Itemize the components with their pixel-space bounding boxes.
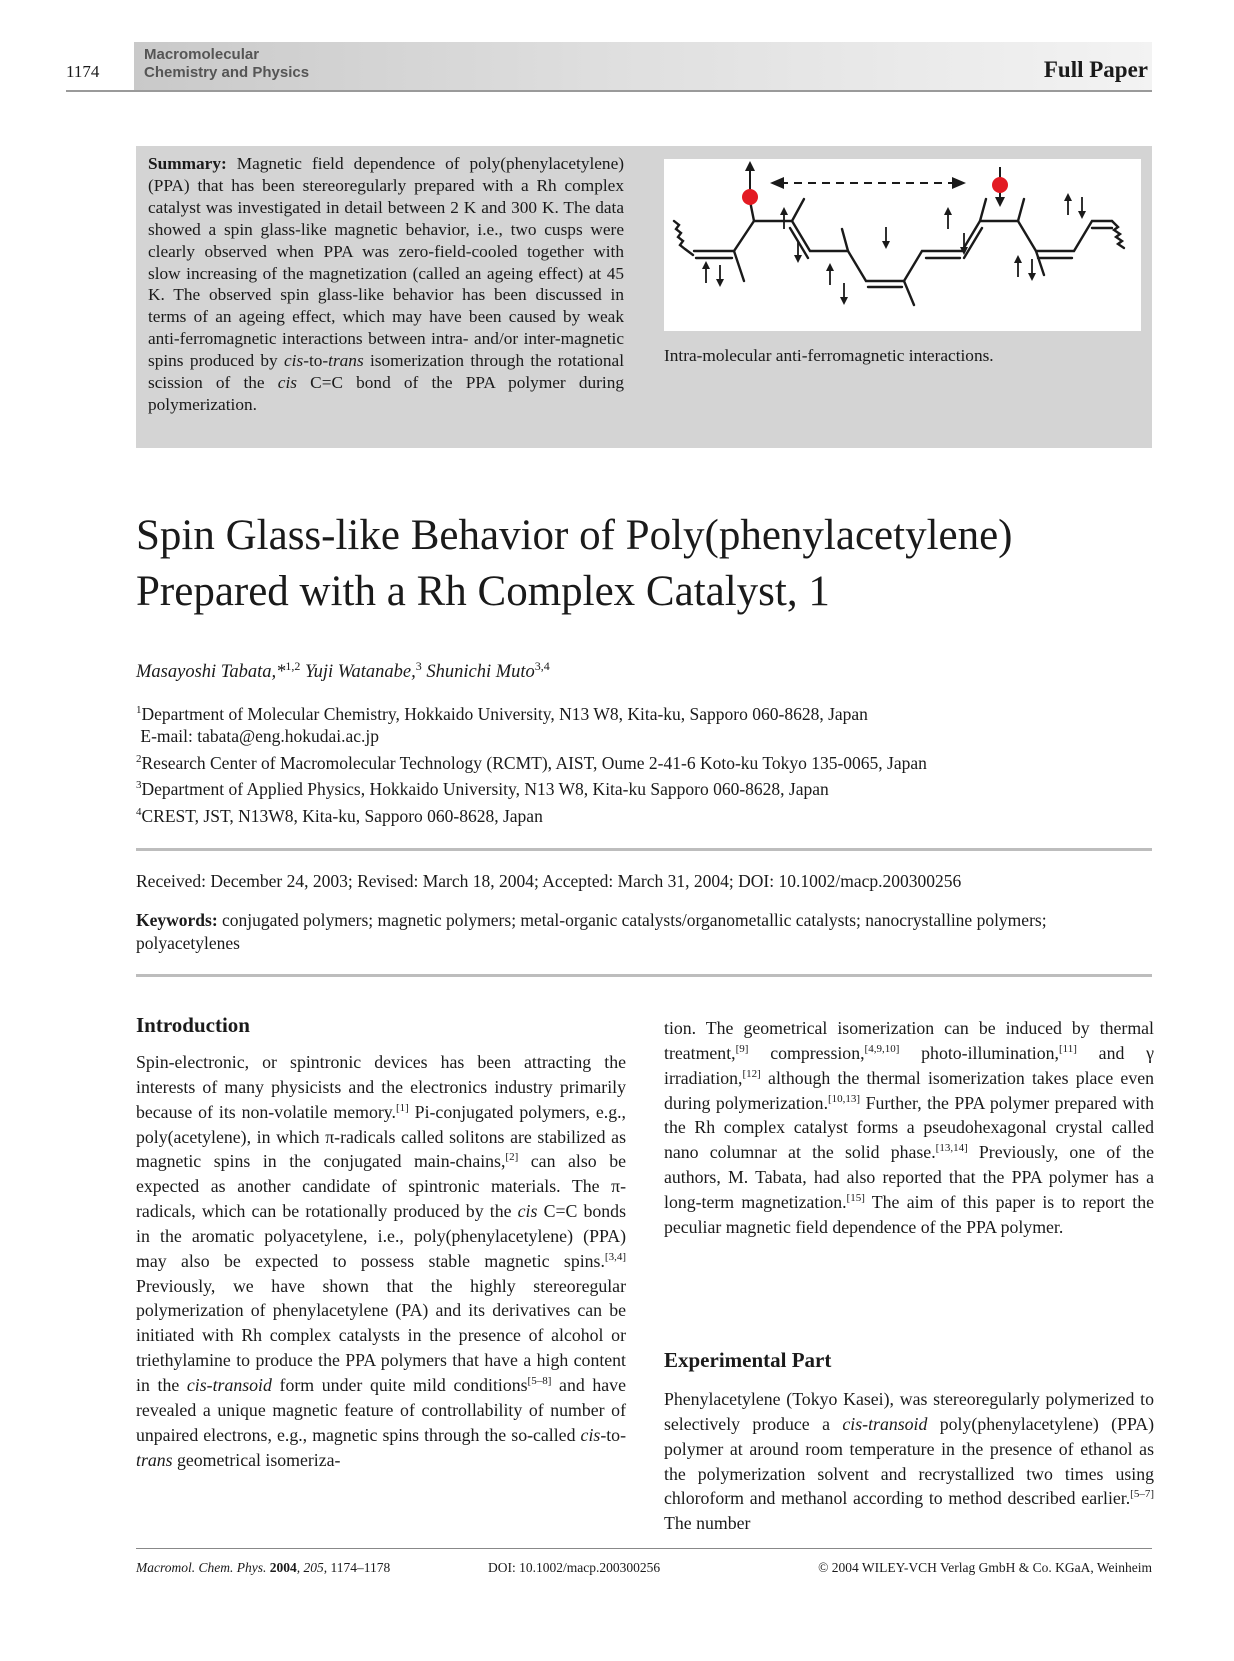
arrow-head-left <box>770 177 784 189</box>
summary-cis2: cis <box>277 373 297 393</box>
figure-caption: Intra-molecular anti-ferromagnetic interactions. <box>664 346 994 365</box>
summary-to: -to- <box>303 351 329 371</box>
footer-doi: DOI: 10.1002/macp.200300256 <box>488 1560 661 1575</box>
keywords-list: conjugated polymers; magnetic polymers; metal-organic catalysts/organometallic catalysts; nanocrystalline polymers; polyacetylenes <box>136 910 1047 953</box>
author-3-sup: 3,4 <box>534 659 550 673</box>
affiliation-3: $^3$Department of Applied Physics, Hokkaido University, N13 W8, Kita-ku Sapporo 060-8628, Japan <box>136 779 829 800</box>
side-branch-5 <box>904 281 914 305</box>
figure-panel <box>664 159 1141 331</box>
affiliation-email: E-mail: tabata@eng.hokudai.ac.jp <box>140 726 380 747</box>
side-branch-6 <box>980 199 986 221</box>
summary-body3: C=C bond of the PPA polymer during polymerization. <box>148 373 624 414</box>
summary-body: Magnetic field dependence of poly(phenylacetylene) (PPA) that has been stereoregularly prepared with a Rh complex catalyst was investigated in detail between 2 K and 300 K. The data showed a spin glass-like magnetic behavior, i.e., two cusps were clearly observed when PPA was zero-field-cooled together with slow increasing of the magnetization (called an ageing effect) at 45 K. The observed spin glass-like behavior has been discussed in terms of an ageing effect, which may have been caused by weak anti-ferromagnetic interactions between intra- and/or inter-magnetic spins produced by <box>148 154 624 371</box>
experimental-text: Phenylacetylene (Tokyo Kasei), was stereoregularly polymerized to selectively produce a cis-transoid poly(phenylacetylene) (PPA) polymer at around room temperature in the presence of ethanol as the polymerization solvent and recrystallized two times using chloroform and methanol according to method described earlier.[5–7] The number <box>664 1389 1154 1534</box>
section-label: Full Paper <box>1043 57 1148 82</box>
author-1: Masayoshi Tabata,* <box>136 662 286 683</box>
page-number: 1174 <box>66 62 100 81</box>
keywords-label: Keywords: <box>136 910 218 930</box>
footer-copyright: © 2004 WILEY-VCH Verlag GmbH & Co. KGaA, Weinheim <box>818 1560 1152 1575</box>
summary-label: Summary: <box>148 154 227 173</box>
footer-rule <box>136 1548 1152 1549</box>
journal-name-line1: Macromolecular <box>144 46 260 63</box>
chain-end-right <box>1112 221 1124 248</box>
journal-name <box>144 46 309 82</box>
polymer-backbone <box>694 221 1112 281</box>
journal-name-line2: Chemistry and Physics <box>144 64 310 81</box>
author-list <box>136 659 550 683</box>
summary-cis: cis <box>283 351 304 371</box>
author-3: Shunichi Muto <box>421 662 535 683</box>
received-dates: Received: December 24, 2003; Revised: March 18, 2004; Accepted: March 31, 2004; DOI: 10.1002/macp.200300256 <box>136 871 962 891</box>
summary-text <box>148 153 624 416</box>
spin-arrowhead-2 <box>995 197 1005 207</box>
divider-bottom <box>136 974 1152 977</box>
polymer-chain-diagram <box>664 159 1141 331</box>
side-branch-7 <box>1018 199 1024 221</box>
header-rule <box>66 90 152 92</box>
side-branch-3 <box>792 199 804 221</box>
author-1-sup: 1,2 <box>285 659 301 673</box>
keywords <box>136 909 1152 955</box>
chain-end-left <box>674 221 693 255</box>
spin-red-2 <box>992 177 1008 193</box>
side-branch-8 <box>1036 251 1044 275</box>
introduction-text: Spin-electronic, or spintronic devices has been attracting the interests of many physicists and the electronics industry primarily because of its non-volatile memory.[1] Pi-conjugated polymers, e.g., poly(acetylene), in which π-radicals called solitons are stabilized as magnetic spins in the conjugated main-chains,[2] can also be expected as another candidate of spintronic materials. The π-radicals, which can be rotationally produced by the cis C=C bonds in the aromatic polyacetylene, i.e., poly(phenylacetylene) (PPA) may also be expected to possess stable magnetic spins.[3,4] Previously, we have shown that the highly stereoregular polymerization of phenylacetylene (PA) and its derivatives can be initiated with Rh complex catalysts in the presence of alcohol or triethylamine to produce the PPA polymers that have a high content in the cis-transoid form under quite mild conditions[5–8] and have revealed a unique magnetic feature of controllability of number of unpaired electrons, e.g., magnetic spins through the so-called cis-to-trans geometrical isomeriza- <box>136 1052 626 1470</box>
spin-arrowhead-1 <box>745 161 755 171</box>
summary-trans: trans <box>328 351 364 371</box>
article-title <box>136 508 1136 620</box>
affiliations <box>136 699 927 827</box>
heading-introduction: Introduction <box>136 1013 250 1037</box>
arrow-head-right <box>952 177 966 189</box>
side-branch-1 <box>734 251 744 281</box>
author-2: Yuji Watanabe, <box>300 662 416 683</box>
summary-body2: isomerization through the rotational scission of the <box>148 351 624 393</box>
spin-red-1 <box>742 189 758 205</box>
affiliation-4: $^4$CREST, JST, N13W8, Kita-ku, Sapporo 060-8628, Japan <box>136 805 543 826</box>
introduction-continued: tion. The geometrical isomerization can be induced by thermal treatment,[9] compression,[4,9,10] photo-illumination,[11] and γ irradiation,[12] although the thermal isomerization takes place even during polymerization.[10,13] Further, the PPA polymer prepared with the Rh complex catalyst forms a pseudohexagonal crystal called nano columnar at the solid phase.[13,14] Previously, one of the authors, M. Tabata, had also reported that the PPA polymer has a long-term magnetization.[15] The aim of this paper is to report the peculiar magnetic field dependence of the PPA polymer. <box>664 1018 1154 1237</box>
title-line2: Prepared with a Rh Complex Catalyst, 1 <box>136 568 830 615</box>
divider-top <box>136 848 1152 851</box>
affiliation-1: $^1$Department of Molecular Chemistry, Hokkaido University, N13 W8, Kita-ku, Sapporo 060-8628, Japan <box>136 703 868 724</box>
heading-experimental: Experimental Part <box>664 1348 832 1372</box>
footer-citation: Macromol. Chem. Phys. 2004, 205, 1174–1178 <box>136 1560 391 1575</box>
title-line1: Spin Glass-like Behavior of Poly(phenylacetylene) <box>136 512 1013 559</box>
side-branch-4 <box>842 229 848 251</box>
affiliation-2: $^2$Research Center of Macromolecular Technology (RCMT), AIST, Oume 2-41-6 Koto-ku Tokyo 135-0065, Japan <box>136 752 927 773</box>
author-2-sup: 3 <box>415 659 422 673</box>
